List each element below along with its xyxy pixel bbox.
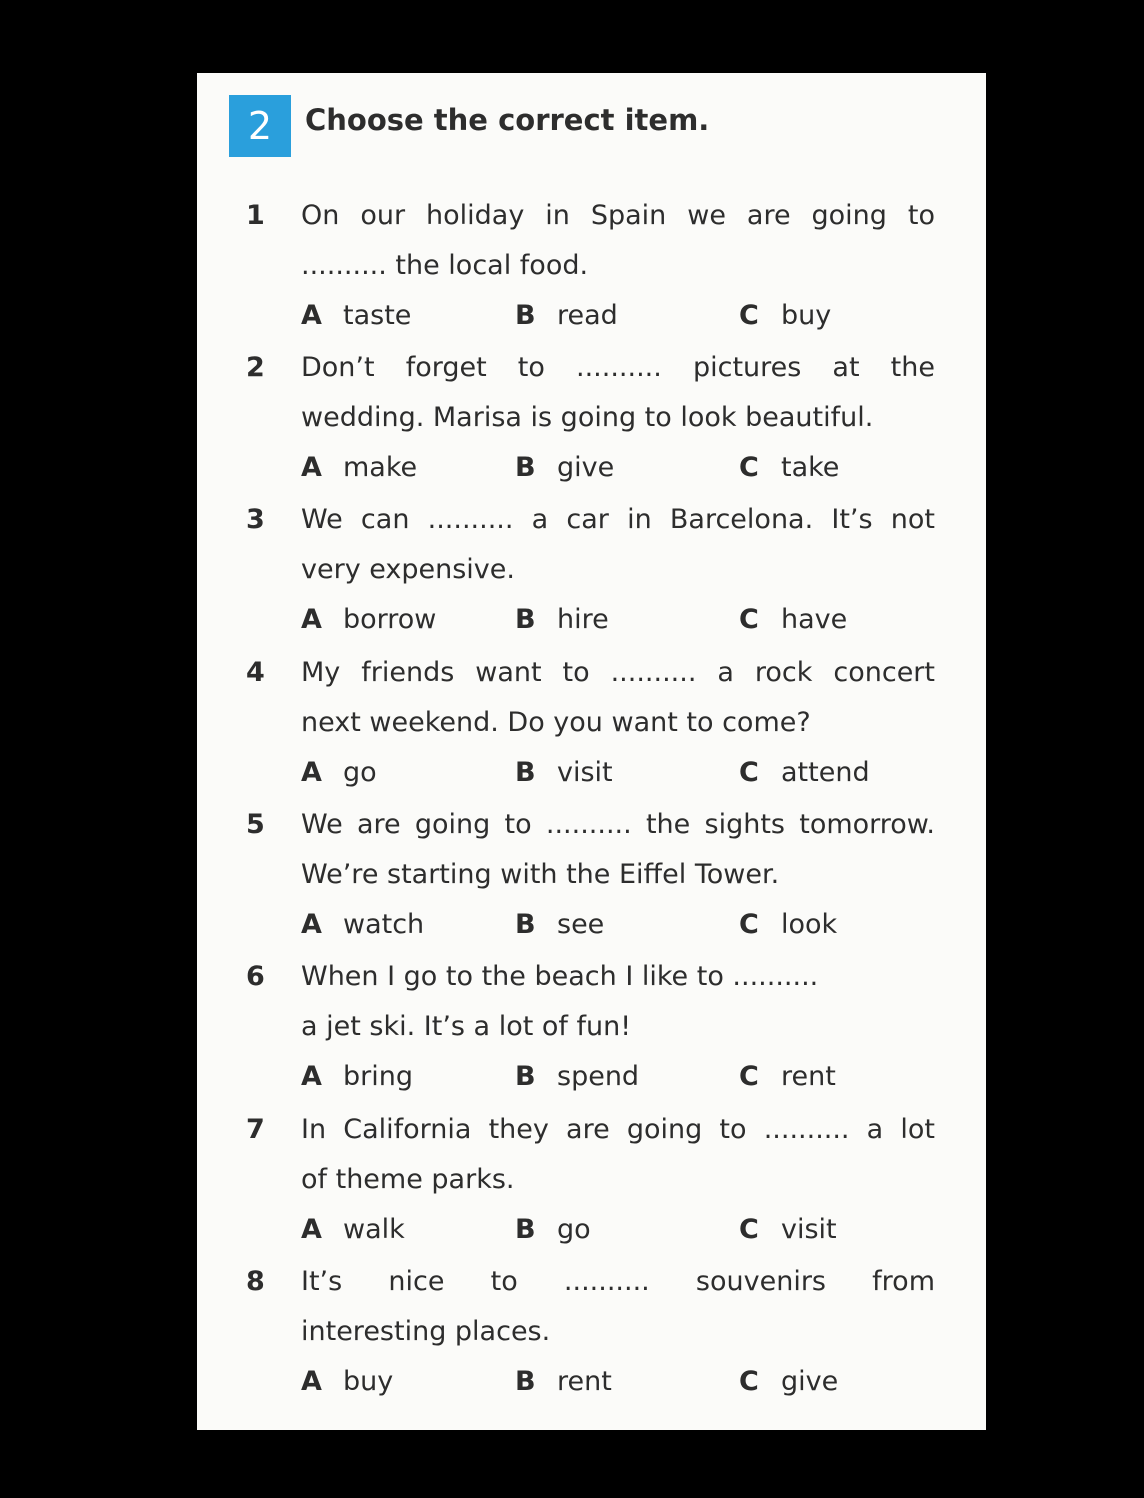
exercise-instruction: Choose the correct item. (305, 103, 710, 137)
question-number: 5 (246, 809, 265, 840)
answer-options (301, 1205, 941, 1255)
question-line-1: In California they are going to .......... a lot (301, 1114, 935, 1145)
option-c[interactable] (739, 1357, 838, 1407)
question-line-1: Don’t forget to .......... pictures at the (301, 352, 935, 383)
option-word: taste (343, 300, 412, 331)
question-number: 4 (246, 657, 265, 688)
option-b[interactable] (515, 1205, 591, 1255)
option-b[interactable] (515, 748, 613, 798)
question-line-2: a jet ski. It’s a lot of fun! (301, 1011, 632, 1042)
question-text (301, 495, 935, 595)
option-word: hire (557, 604, 609, 635)
option-letter: B (515, 757, 536, 788)
option-word: rent (781, 1061, 836, 1092)
option-b[interactable] (515, 443, 614, 493)
question-item (197, 952, 986, 1104)
option-letter: C (739, 1214, 759, 1245)
option-word: watch (343, 909, 425, 940)
option-letter: A (301, 452, 322, 483)
question-number: 8 (246, 1266, 265, 1297)
option-word: borrow (343, 604, 437, 635)
answer-options (301, 900, 941, 950)
option-c[interactable] (739, 595, 847, 645)
question-text (301, 1257, 935, 1357)
option-letter: A (301, 1366, 322, 1397)
question-text (301, 343, 935, 443)
option-letter: A (301, 604, 322, 635)
exercise-number-badge: 2 (229, 95, 291, 157)
option-word: look (781, 909, 838, 940)
option-letter: A (301, 909, 322, 940)
worksheet-page (197, 73, 986, 1430)
question-line-2: .......... the local food. (301, 250, 589, 281)
option-a[interactable] (301, 291, 411, 341)
option-letter: B (515, 1366, 536, 1397)
question-line-2: next weekend. Do you want to come? (301, 707, 811, 738)
answer-options (301, 595, 941, 645)
option-letter: C (739, 757, 759, 788)
question-text (301, 952, 935, 1052)
question-line-1: We are going to .......... the sights tomorrow. (301, 809, 935, 840)
option-letter: A (301, 757, 322, 788)
option-word: buy (781, 300, 832, 331)
option-word: rent (557, 1366, 612, 1397)
question-item (197, 343, 986, 495)
option-word: see (557, 909, 605, 940)
option-word: give (557, 452, 615, 483)
option-a[interactable] (301, 1357, 393, 1407)
option-b[interactable] (515, 900, 604, 950)
question-text (301, 191, 935, 291)
question-line-2: We’re starting with the Eiffel Tower. (301, 859, 780, 890)
question-item (197, 800, 986, 952)
option-word: read (557, 300, 618, 331)
option-letter: B (515, 909, 536, 940)
option-letter: C (739, 604, 759, 635)
option-b[interactable] (515, 1357, 612, 1407)
option-word: walk (343, 1214, 405, 1245)
question-line-2: of theme parks. (301, 1164, 515, 1195)
option-a[interactable] (301, 900, 424, 950)
option-word: buy (343, 1366, 394, 1397)
option-letter: B (515, 1061, 536, 1092)
question-line-1: On our holiday in Spain we are going to (301, 200, 935, 231)
option-letter: A (301, 1214, 322, 1245)
option-c[interactable] (739, 1052, 836, 1102)
option-word: visit (557, 757, 613, 788)
option-letter: C (739, 300, 759, 331)
question-line-2: wedding. Marisa is going to look beautiful. (301, 402, 874, 433)
question-item (197, 495, 986, 647)
option-letter: B (515, 1214, 536, 1245)
option-a[interactable] (301, 1052, 413, 1102)
answer-options (301, 748, 941, 798)
question-item (197, 1105, 986, 1257)
option-word: attend (781, 757, 870, 788)
option-c[interactable] (739, 291, 831, 341)
option-b[interactable] (515, 1052, 639, 1102)
question-line-1: It’s nice to .......... souvenirs from (301, 1266, 935, 1297)
option-word: bring (343, 1061, 413, 1092)
answer-options (301, 1052, 941, 1102)
question-text (301, 800, 935, 900)
option-word: make (343, 452, 418, 483)
answer-options (301, 443, 941, 493)
option-word: take (781, 452, 840, 483)
option-letter: C (739, 1366, 759, 1397)
question-number: 3 (246, 504, 265, 535)
option-a[interactable] (301, 595, 436, 645)
option-c[interactable] (739, 443, 839, 493)
question-line-1: When I go to the beach I like to .......... (301, 961, 819, 992)
option-a[interactable] (301, 1205, 405, 1255)
question-text (301, 1105, 935, 1205)
question-number: 1 (246, 200, 265, 231)
question-text (301, 648, 935, 748)
option-c[interactable] (739, 748, 870, 798)
option-a[interactable] (301, 748, 377, 798)
option-word: visit (781, 1214, 837, 1245)
option-letter: A (301, 1061, 322, 1092)
question-line-2: interesting places. (301, 1316, 551, 1347)
question-number: 7 (246, 1114, 265, 1145)
option-b[interactable] (515, 595, 609, 645)
option-a[interactable] (301, 443, 417, 493)
option-letter: C (739, 1061, 759, 1092)
question-item (197, 1257, 986, 1409)
option-word: give (781, 1366, 839, 1397)
option-c[interactable] (739, 1205, 837, 1255)
question-number: 6 (246, 961, 265, 992)
option-letter: B (515, 452, 536, 483)
answer-options (301, 1357, 941, 1407)
option-letter: B (515, 300, 536, 331)
question-line-1: My friends want to .......... a rock concert (301, 657, 935, 688)
option-letter: C (739, 909, 759, 940)
question-number: 2 (246, 352, 265, 383)
option-word: spend (557, 1061, 640, 1092)
question-item (197, 191, 986, 343)
answer-options (301, 291, 941, 341)
question-item (197, 648, 986, 800)
option-letter: C (739, 452, 759, 483)
option-letter: B (515, 604, 536, 635)
option-letter: A (301, 300, 322, 331)
option-c[interactable] (739, 900, 837, 950)
option-word: go (557, 1214, 591, 1245)
option-word: go (343, 757, 377, 788)
question-line-1: We can .......... a car in Barcelona. It’s not (301, 504, 935, 535)
option-b[interactable] (515, 291, 618, 341)
question-line-2: very expensive. (301, 554, 515, 585)
option-word: have (781, 604, 848, 635)
